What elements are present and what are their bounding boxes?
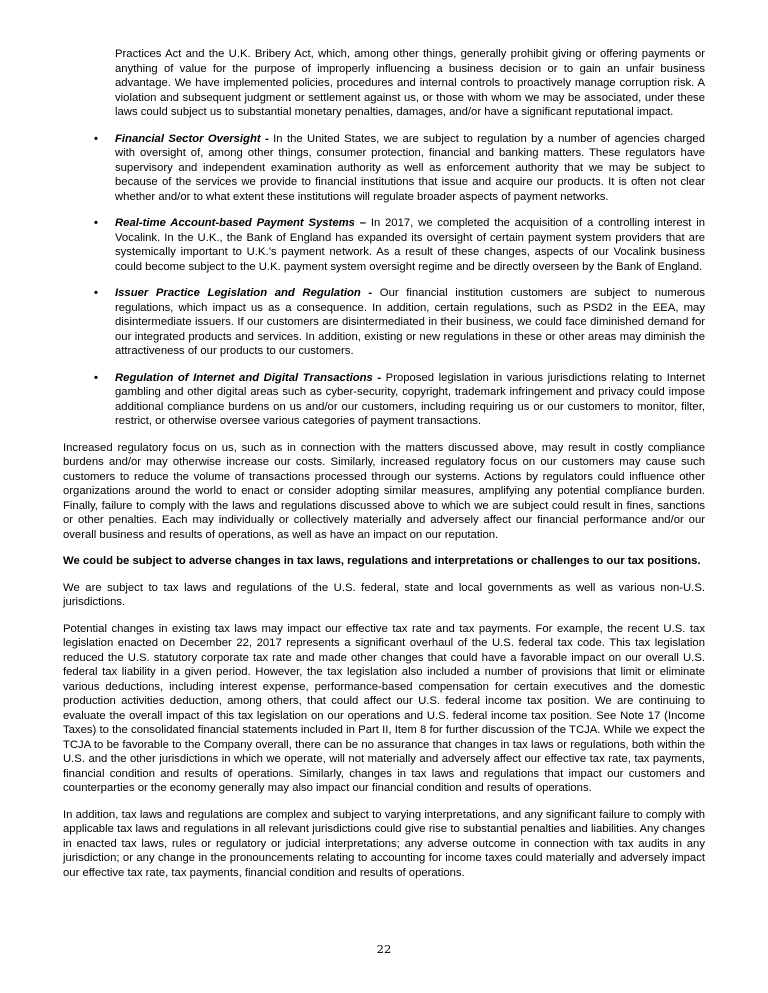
bullet-body: In 2017, we completed the acquisition of a controlling interest in Vocalink. In the U.K., the Bank of England has expanded its oversight of certain payment system providers that are systemically important to U.K.’s payment network. As a result of these changes, aspects of our Vocalink business could become subject to the U.K. payment system oversight regime and be directly overseen by the Bank of England.	[115, 217, 706, 273]
bullet-icon: •	[94, 217, 98, 229]
tax-intro-paragraph: We are subject to tax laws and regulations of the U.S. federal, state and local governments as well as various non-U.S. jurisdictions.	[63, 581, 705, 608]
regulatory-focus-paragraph: Increased regulatory focus on us, such as in connection with the matters discussed above, may result in costly compliance burdens and/or may otherwise increase our costs. Similarly, increased regulatory focus on our customers may cause such customers to reduce the volume of transactions processed through our systems. Actions by regulators could influence other organizations around the world to enact or consider adopting similar measures, amplifying any potential compliance burden. Finally, failure to comply with the laws and regulations discussed above to which we are subject could result in fines, sanctions or other penalties. Each may individually or collectively materially and adversely affect our financial performance and/or our overall business and results of operations, as well as have an impact on our reputation.	[63, 441, 705, 541]
bullet-title: Issuer Practice Legislation and Regulation	[115, 287, 361, 299]
bullet-item-internet-digital-transactions	[63, 371, 705, 429]
bullet-item-realtime-payment-systems	[63, 216, 705, 274]
bullet-title: Financial Sector Oversight	[115, 132, 261, 145]
bullet-body: Proposed legislation in various jurisdictions relating to Internet gambling and other digital areas such as cyber-security, copyright, trademark infringement and privacy could impose additional compliance burdens on us and/or our customers, including requiring us or our customers to monitor, filter, restrict, or otherwise oversee various categories of payment transactions.	[115, 371, 706, 427]
bullet-icon: •	[94, 371, 98, 384]
bullet-title: Regulation of Internet and Digital Transactions	[115, 371, 373, 384]
page-number: 22	[376, 942, 392, 956]
bullet-body: Our financial institution customers are subject to numerous regulations, which impact us as a consequence. In addition, certain regulations, such as PSD2 in the EEA, may disintermediate issuers. If our customers are disintermediated in their business, we could face diminished demand for our integrated products and services. In addition, existing or new regulations in these or other areas may diminish the attractiveness of our products to our customers.	[115, 287, 705, 357]
bullet-title: Real-time Account-based Payment Systems	[115, 217, 355, 229]
bullet-item-issuer-practice-legislation	[63, 286, 705, 359]
bullet-item-financial-sector-oversight	[63, 132, 705, 205]
tax-risk-heading: We could be subject to adverse changes in tax laws, regulations and interpretations or challenges to our tax positions.	[63, 555, 701, 567]
tax-complexity-paragraph: In addition, tax laws and regulations are complex and subject to varying interpretations, and any significant failure to comply with applicable tax laws and regulations in all relevant jurisdictions could give rise to substantial penalties and liabilities. Any changes in enacted tax laws, rules or regulatory or judicial interpretations; any adverse outcome in connection with tax audits in any jurisdiction; or any change in the pronouncements relating to accounting for income taxes could materially and adversely impact our effective tax rate, tax payments, financial condition and results of operations.	[63, 808, 705, 879]
bullet-icon: •	[94, 287, 98, 299]
bullet-separator: -	[260, 132, 274, 145]
bullet-separator: -	[360, 287, 380, 299]
bullet-body: In the United States, we are subject to regulation by a number of agencies charged with oversight of, among other things, consumer protection, financial and banking matters. These regulators have supervisory and independent examination authority as well as enforcement authority that we may be subject to because of the services we provide to financial institutions that issue and acquire our products. It is often not clear whether and/or to what extent these institutions will regulate broader aspects of payment networks.	[115, 132, 705, 203]
document-body	[63, 47, 705, 892]
bullet-separator: –	[354, 217, 371, 229]
regulation-bullet-list	[63, 132, 705, 429]
bullet-separator: -	[372, 371, 386, 384]
tax-changes-paragraph: Potential changes in existing tax laws may impact our effective tax rate and tax payments. For example, the recent U.S. tax legislation enacted on December 22, 2017 represents a significant overhaul of the U.S. federal tax code. This tax legislation reduced the U.S. statutory corporate tax rate and made other changes that could have a favorable impact on our overall U.S. federal tax liability in a given period. However, the tax legislation also included a number of provisions that limit or eliminate various deductions, including interest expense, performance-based compensation for certain executives and the domestic production activities deduction, among others, that could affect our U.S. federal income tax position. We are continuing to evaluate the overall impact of this tax legislation on our operations and U.S. federal income tax position. See Note 17 (Income Taxes) to the consolidated financial statements included in Part II, Item 8 for further discussion of the TCJA. While we expect the TCJA to be favorable to the Company overall, there can be no assurance that changes in tax laws or regulations, both within the U.S. and the other jurisdictions in which we operate, will not materially and adversely affect our effective tax rate, tax payments, financial condition and results of operations. Similarly, changes in tax laws and regulations that impact our customers and counterparties or the economy generally may also impact our financial condition and results of operations.	[63, 622, 705, 794]
intro-paragraph: Practices Act and the U.K. Bribery Act, which, among other things, generally prohibit giving or offering payments or anything of value for the purpose of improperly influencing a business decision or to gain an unfair business advantage. We have implemented policies, procedures and internal controls to proactively manage corruption risk. A violation and subsequent judgment or settlement against us, or those with whom we may be associated, under these laws could subject us to substantial monetary penalties, damages, and/or have a significant reputational impact.	[115, 48, 705, 118]
bullet-icon: •	[94, 132, 98, 145]
